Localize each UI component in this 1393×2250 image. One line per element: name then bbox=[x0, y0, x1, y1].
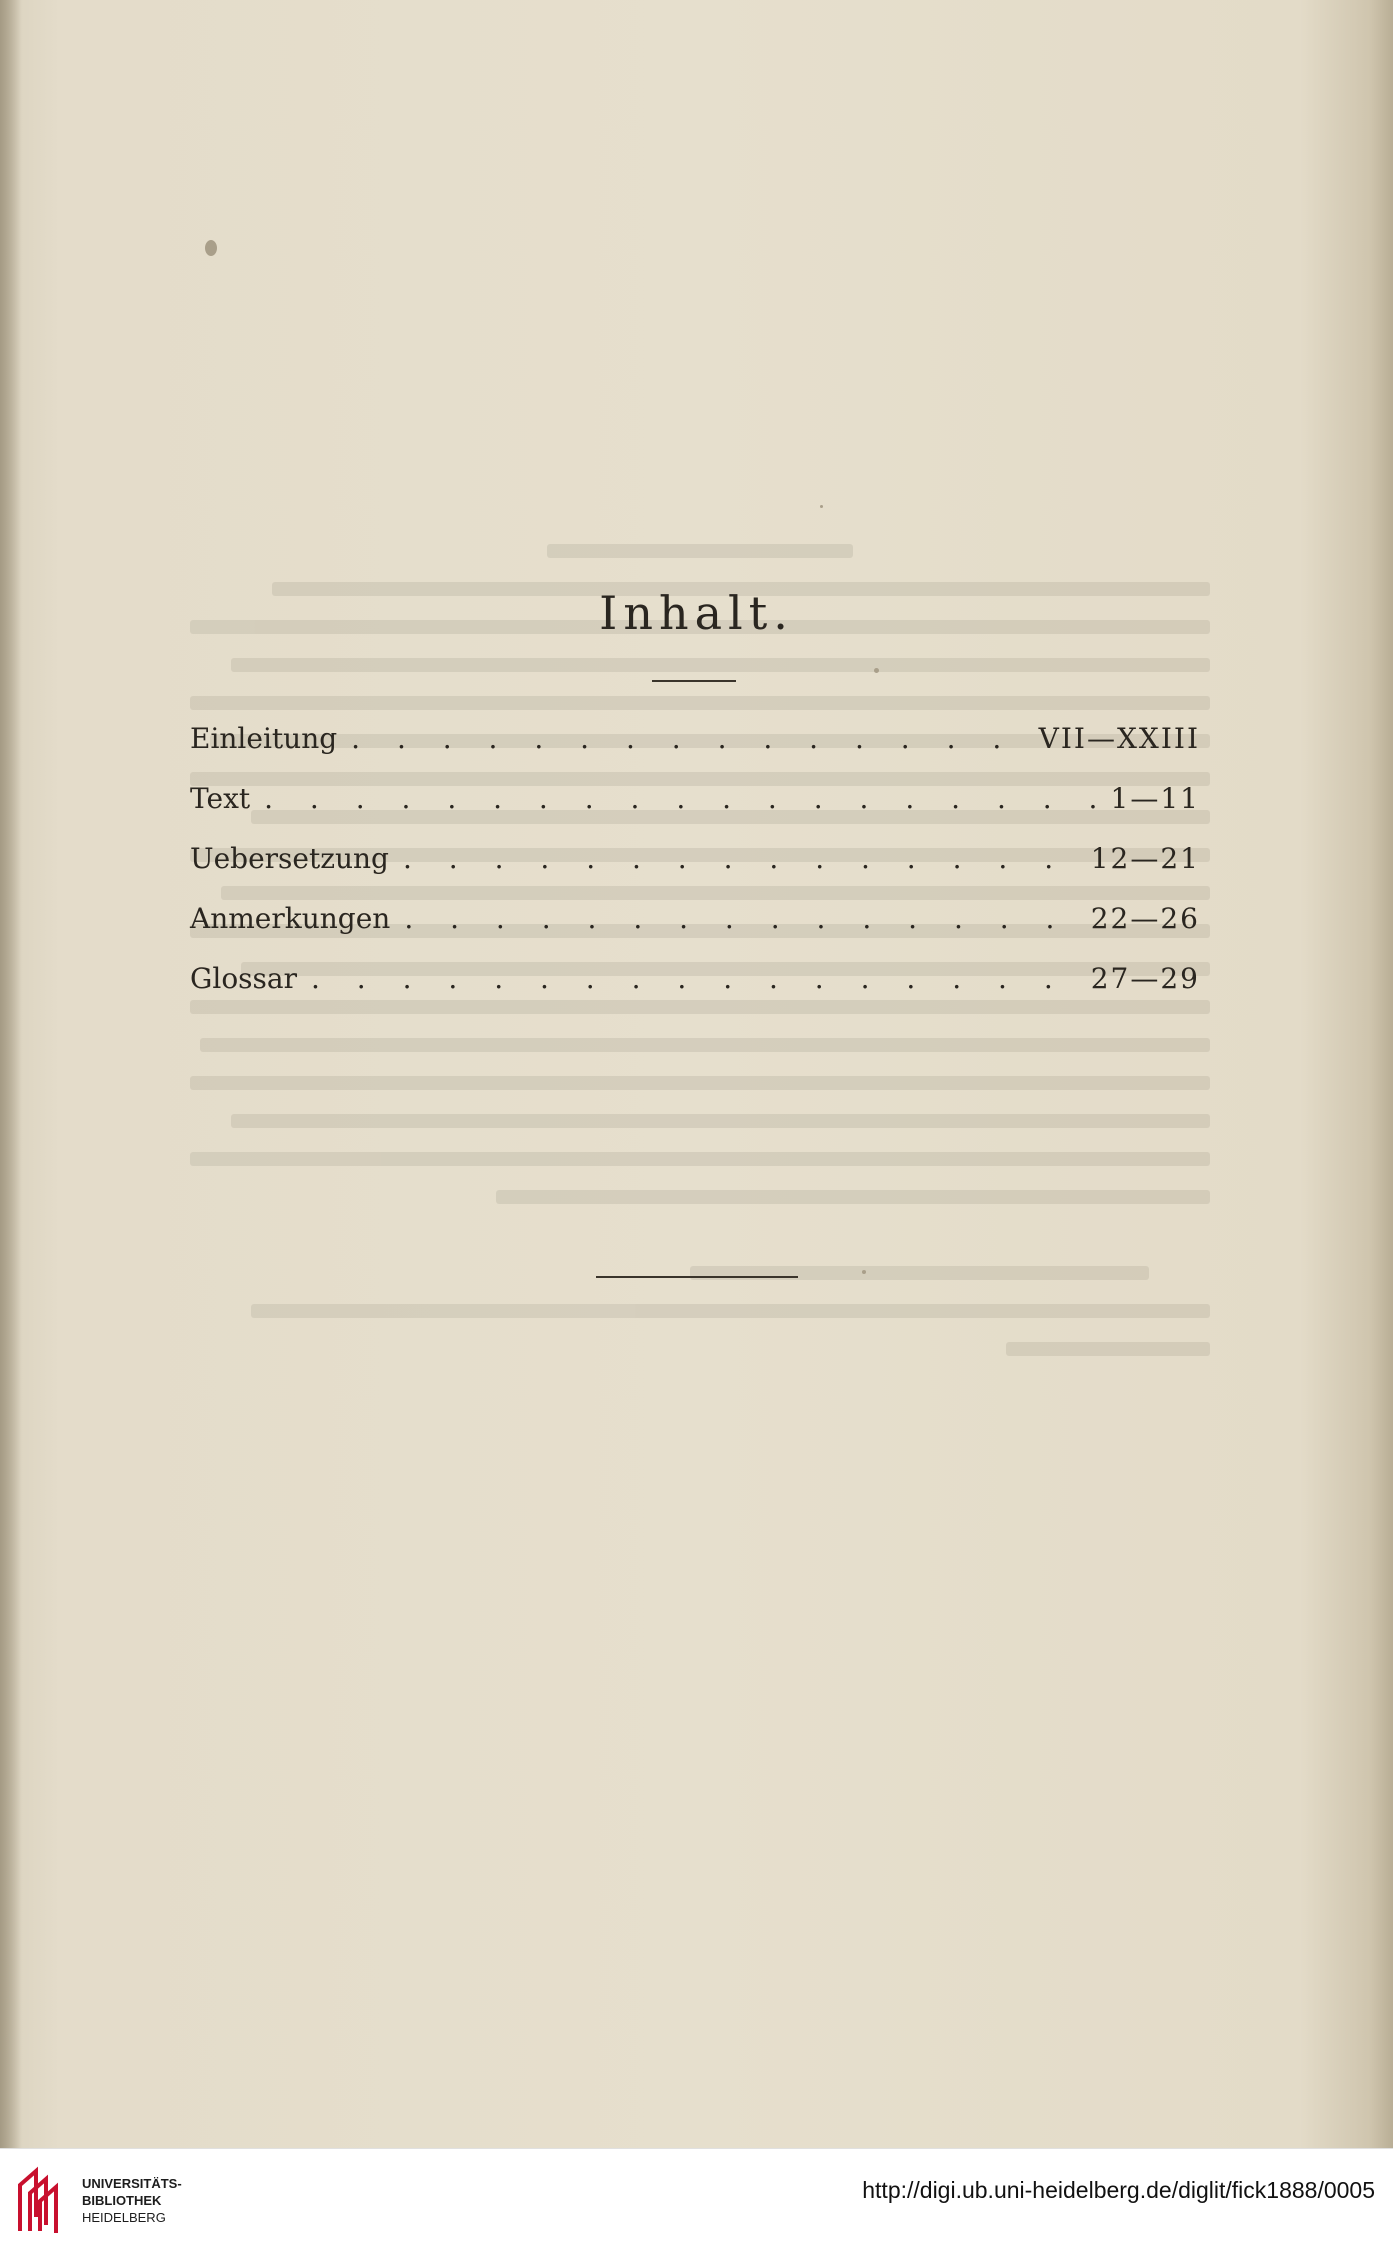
paper-speck bbox=[820, 505, 823, 508]
toc-entry bbox=[190, 902, 1200, 962]
bleed-through-text bbox=[190, 520, 1210, 1840]
toc-entry-pages: VII—XXIII bbox=[1038, 722, 1200, 755]
toc-entry-label: Einleitung bbox=[190, 722, 338, 755]
toc-entry-label: Anmerkungen bbox=[190, 902, 391, 935]
closing-rule bbox=[596, 1276, 798, 1278]
toc-entry-label: Glossar bbox=[190, 962, 297, 995]
page-title: Inhalt. bbox=[599, 586, 794, 640]
paper-speck bbox=[862, 1270, 866, 1274]
library-name bbox=[82, 2175, 182, 2226]
library-name-line: BIBLIOTHEK bbox=[82, 2193, 162, 2208]
viewer-footer bbox=[0, 2148, 1393, 2250]
spine-shadow bbox=[0, 0, 22, 2148]
heidelberg-library-logo-icon[interactable] bbox=[14, 2163, 72, 2235]
toc-entry bbox=[190, 842, 1200, 902]
toc-leader-dots bbox=[390, 902, 1080, 935]
paper-speck bbox=[205, 240, 217, 256]
toc-entry bbox=[190, 722, 1200, 782]
title-rule bbox=[652, 680, 736, 682]
paper-speck bbox=[874, 668, 879, 673]
toc-leader-dots bbox=[297, 962, 1081, 995]
library-name-line: UNIVERSITÄTS- bbox=[82, 2176, 182, 2191]
library-name-line: HEIDELBERG bbox=[82, 2210, 166, 2225]
toc-leader-dots bbox=[389, 842, 1081, 875]
toc-entry-label: Text bbox=[190, 782, 251, 815]
toc-entry bbox=[190, 782, 1200, 842]
permalink-url[interactable]: http://digi.ub.uni-heidelberg.de/diglit/fick1888/0005 bbox=[862, 2177, 1375, 2203]
toc-entry-pages: 12—21 bbox=[1090, 842, 1200, 875]
toc-leader-dots bbox=[250, 782, 1100, 815]
toc-entry-label: Uebersetzung bbox=[190, 842, 389, 875]
toc-entry-pages: 22—26 bbox=[1090, 902, 1200, 935]
toc-entry bbox=[190, 962, 1200, 1022]
table-of-contents bbox=[190, 722, 1200, 1022]
toc-entry-pages: 1—11 bbox=[1110, 782, 1200, 815]
toc-leader-dots bbox=[337, 722, 1028, 755]
toc-entry-pages: 27—29 bbox=[1090, 962, 1200, 995]
